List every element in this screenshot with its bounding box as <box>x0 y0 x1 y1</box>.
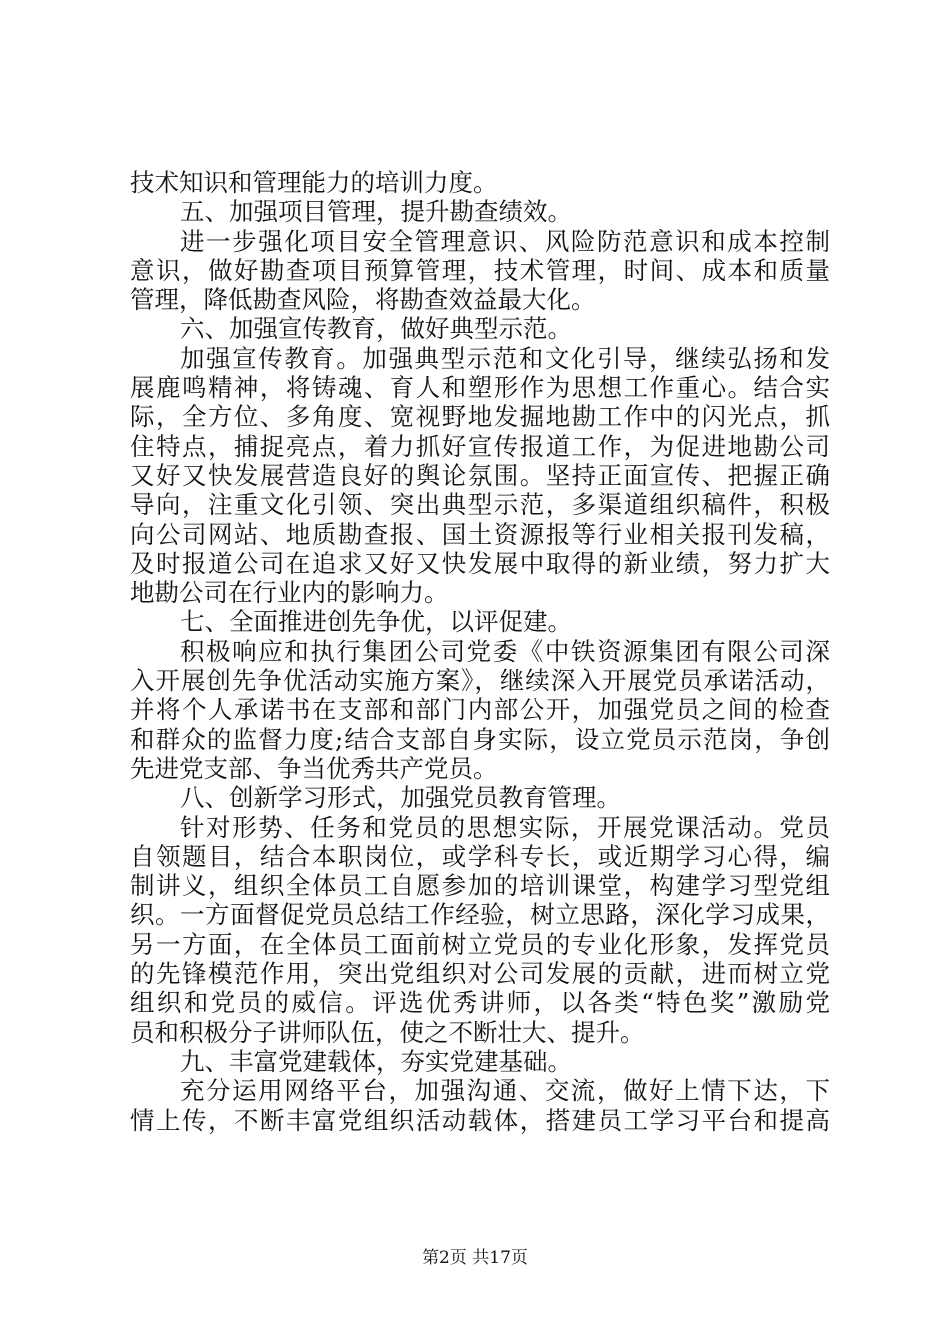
paragraph <box>130 168 830 197</box>
text-line: 八、创新学习形式，加强党员教育管理。 <box>180 783 621 813</box>
section-heading <box>130 607 830 636</box>
text-line: 进一步强化项目安全管理意识、风险防范意识和成本控制 <box>180 226 830 256</box>
section-heading <box>130 314 830 343</box>
paragraph <box>130 227 830 315</box>
text-line: 自领题目，结合本职岗位，或学科专长，或近期学习心得，编 <box>130 841 830 871</box>
text-line: 情上传，不断丰富党组织活动载体，搭建员工学习平台和提高 <box>130 1105 830 1135</box>
text-line: 地勘公司在行业内的影响力。 <box>130 578 449 608</box>
text-line: 织。一方面督促党员总结工作经验，树立思路，深化学习成果， <box>130 900 830 930</box>
text-line: 六、加强宣传教育，做好典型示范。 <box>180 314 572 344</box>
page-number-label: 第2页 共17页 <box>422 1248 528 1268</box>
text-line: 组织和党员的威信。评选优秀讲师，以各类“特色奖”激励党 <box>130 988 830 1018</box>
text-line: 七、全面推进创先争优，以评促建。 <box>180 607 572 637</box>
text-line: 的先锋模范作用，突出党组织对公司发展的贡献，进而树立党 <box>130 959 830 989</box>
text-line: 积极响应和执行集团公司党委《中铁资源集团有限公司深 <box>180 636 830 666</box>
text-line: 管理，降低勘查风险，将勘查效益最大化。 <box>130 285 596 315</box>
text-line: 意识，做好勘查项目预算管理，技术管理，时间、成本和质量 <box>130 255 830 285</box>
text-line: 制讲义，组织全体员工自愿参加的培训课堂，构建学习型党组 <box>130 871 830 901</box>
text-line: 先进党支部、争当优秀共产党员。 <box>130 753 498 783</box>
text-line: 住特点，捕捉亮点，着力抓好宣传报道工作，为促进地勘公司 <box>130 431 830 461</box>
section-heading <box>130 783 830 812</box>
text-line: 向公司网站、地质勘查报、国土资源报等行业相关报刊发稿， <box>130 519 830 549</box>
text-line: 技术知识和管理能力的培训力度。 <box>130 168 498 197</box>
text-line: 际，全方位、多角度、宽视野地发掘地勘工作中的闪光点，抓 <box>130 402 830 432</box>
text-line: 又好又快发展营造良好的舆论氛围。坚持正面宣传、把握正确 <box>130 460 830 490</box>
paragraph <box>130 813 830 1047</box>
section-heading <box>130 197 830 226</box>
text-line: 和群众的监督力度;结合支部自身实际，设立党员示范岗，争创 <box>130 724 830 754</box>
paragraph <box>130 344 830 608</box>
text-line: 导向，注重文化引领、突出典型示范，多渠道组织稿件，积极 <box>130 490 830 520</box>
text-line: 九、丰富党建载体，夯实党建基础。 <box>180 1046 572 1076</box>
text-line: 员和积极分子讲师队伍，使之不断壮大、提升。 <box>130 1017 645 1047</box>
paragraph <box>130 637 830 783</box>
page-footer <box>0 1248 950 1268</box>
text-line: 另一方面，在全体员工面前树立党员的专业化形象，发挥党员 <box>130 929 830 959</box>
paragraph <box>130 1076 830 1135</box>
text-line: 及时报道公司在追求又好又快发展中取得的新业绩，努力扩大 <box>130 548 830 578</box>
text-line: 加强宣传教育。加强典型示范和文化引导，继续弘扬和发 <box>180 343 830 373</box>
text-line: 针对形势、任务和党员的思想实际，开展党课活动。党员 <box>180 812 830 842</box>
text-line: 五、加强项目管理，提升勘查绩效。 <box>180 197 572 227</box>
text-line: 并将个人承诺书在支部和部门内部公开，加强党员之间的检查 <box>130 695 830 725</box>
text-line: 展鹿鸣精神，将铸魂、育人和塑形作为思想工作重心。结合实 <box>130 373 830 403</box>
section-heading <box>130 1047 830 1076</box>
text-line: 充分运用网络平台，加强沟通、交流，做好上情下达，下 <box>180 1076 830 1106</box>
document-body <box>130 168 830 1135</box>
text-line: 入开展创先争优活动实施方案》，继续深入开展党员承诺活动， <box>130 666 830 696</box>
